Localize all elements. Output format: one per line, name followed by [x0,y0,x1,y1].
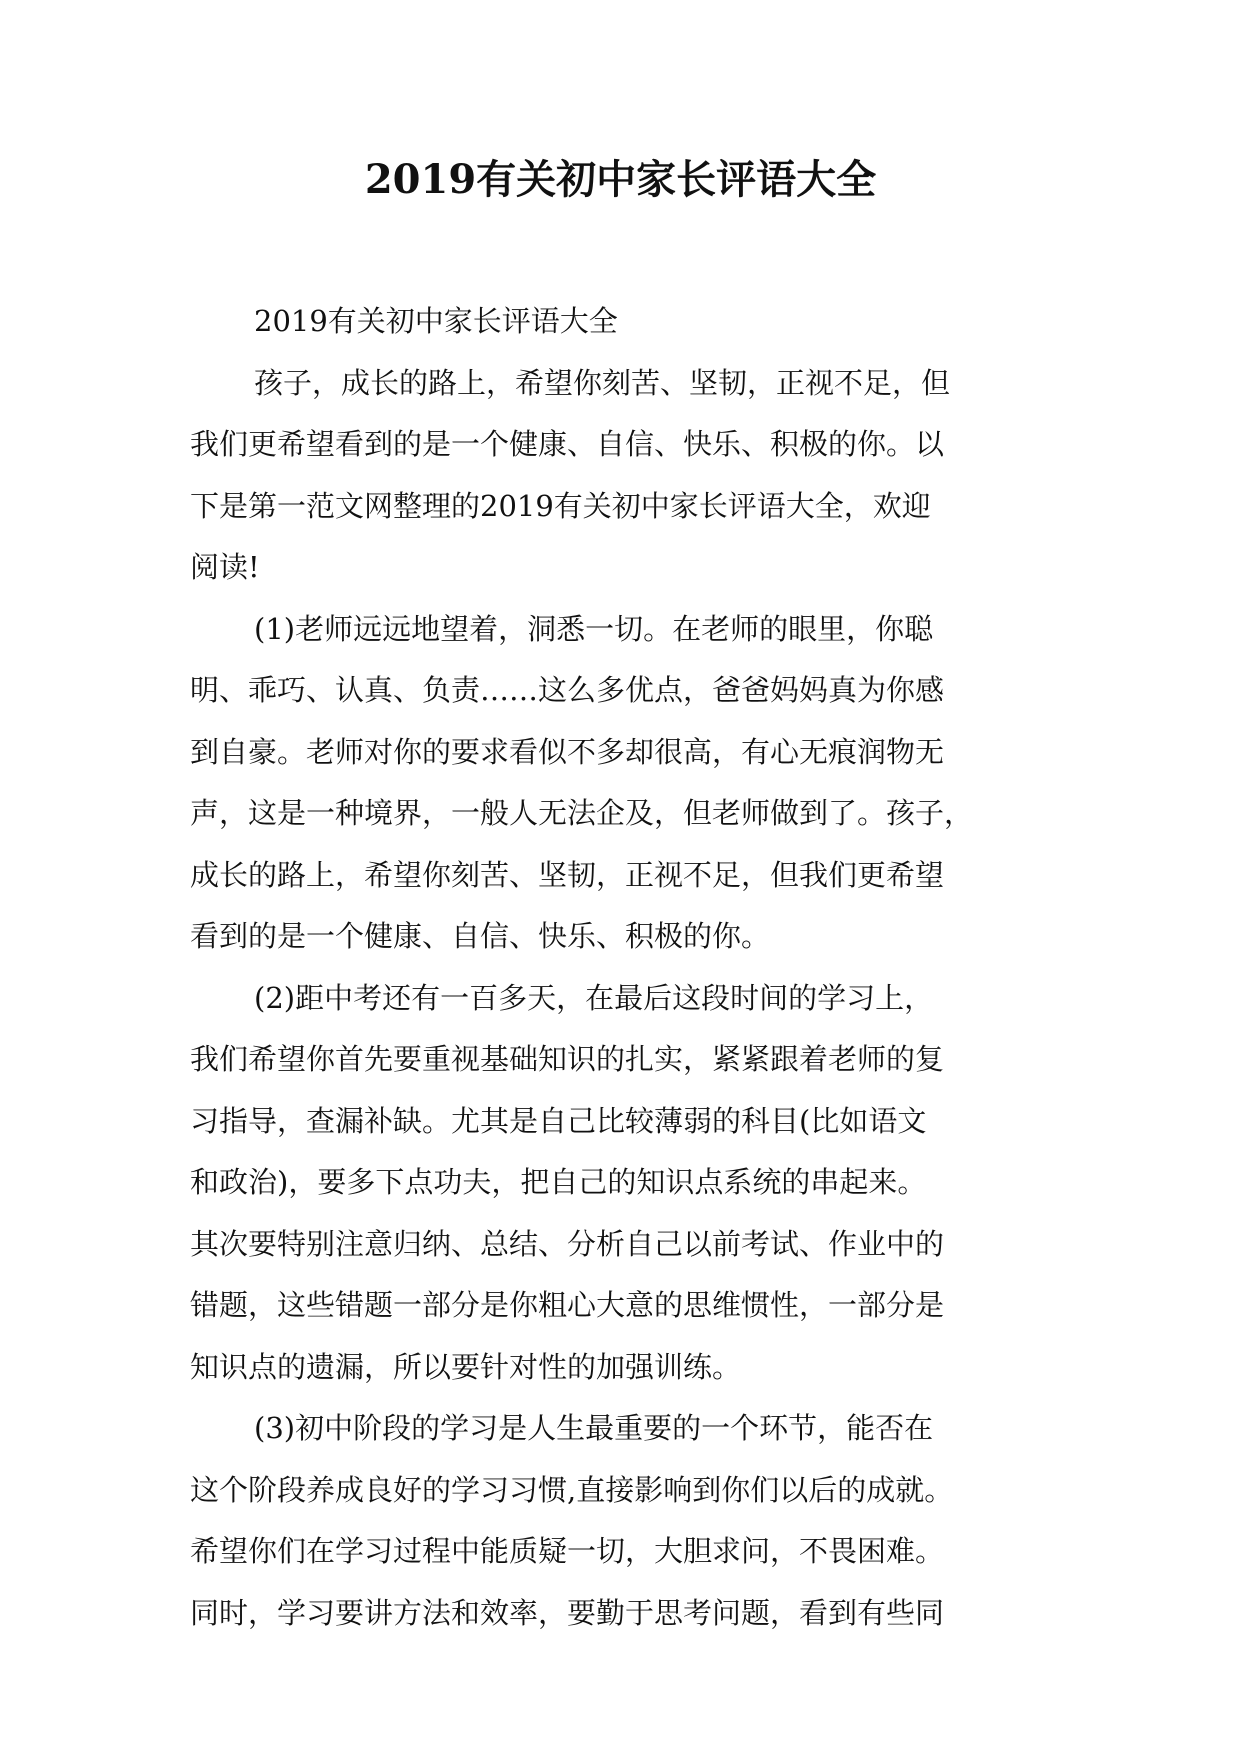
paragraph-2-line: 其次要特别注意归纳、总结、分析自己以前考试、作业中的 [190,1226,945,1261]
paragraph-1-line: 明、乖巧、认真、负责……这么多优点，爸爸妈妈真为你感 [190,673,945,707]
paragraph-1-line: 看到的是一个健康、自信、快乐、积极的你。 [190,919,771,953]
intro-line: 孩子，成长的路上，希望你刻苦、坚韧，正视不足，但 [254,365,951,400]
paragraph-2-line: 知识点的遗漏，所以要针对性的加强训练。 [190,1349,742,1384]
paragraph-3-line: 希望你们在学习过程中能质疑一切，大胆求问，不畏困难。 [190,1534,945,1568]
paragraph-1-line: 声，这是一种境界，一般人无法企及，但老师做到了。孩子， [190,796,974,830]
paragraph-3-line: 同时，学习要讲方法和效率，要勤于思考问题，看到有些同 [190,1595,945,1630]
paragraph-2-line: (2)距中考还有一百多天，在最后这段时间的学习上， [254,980,934,1015]
document-body [190,291,1050,1644]
paragraph-2-line: 错题，这些错题一部分是你粗心大意的思维惯性，一部分是 [190,1288,945,1322]
paragraph-2-line: 和政治)，要多下点功夫，把自己的知识点系统的串起来。 [190,1165,927,1199]
document-title: 2019有关初中家长评语大全 [364,156,877,203]
paragraph-2-line: 习指导，查漏补缺。尤其是自己比较薄弱的科目(比如语文 [190,1103,927,1138]
paragraph-2-line: 我们希望你首先要重视基础知识的扎实，紧紧跟着老师的复 [190,1042,945,1076]
paragraph-1-line: 到自豪。老师对你的要求看似不多却很高，有心无痕润物无 [190,734,945,769]
intro-line: 我们更希望看到的是一个健康、自信、快乐、积极的你。以 [190,427,945,461]
paragraph-1-line: (1)老师远远地望着，洞悉一切。在老师的眼里，你聪 [254,611,934,646]
subtitle-line: 2019有关初中家长评语大全 [254,304,618,338]
paragraph-3-line: (3)初中阶段的学习是人生最重要的一个环节，能否在 [254,1411,934,1445]
intro-line: 下是第一范文网整理的2019有关初中家长评语大全，欢迎 [190,488,931,523]
paragraph-3-line: 这个阶段养成良好的学习习惯,直接影响到你们以后的成就。 [190,1472,954,1507]
intro-line: 阅读! [190,550,260,584]
paragraph-1-line: 成长的路上，希望你刻苦、坚韧，正视不足，但我们更希望 [190,857,945,892]
